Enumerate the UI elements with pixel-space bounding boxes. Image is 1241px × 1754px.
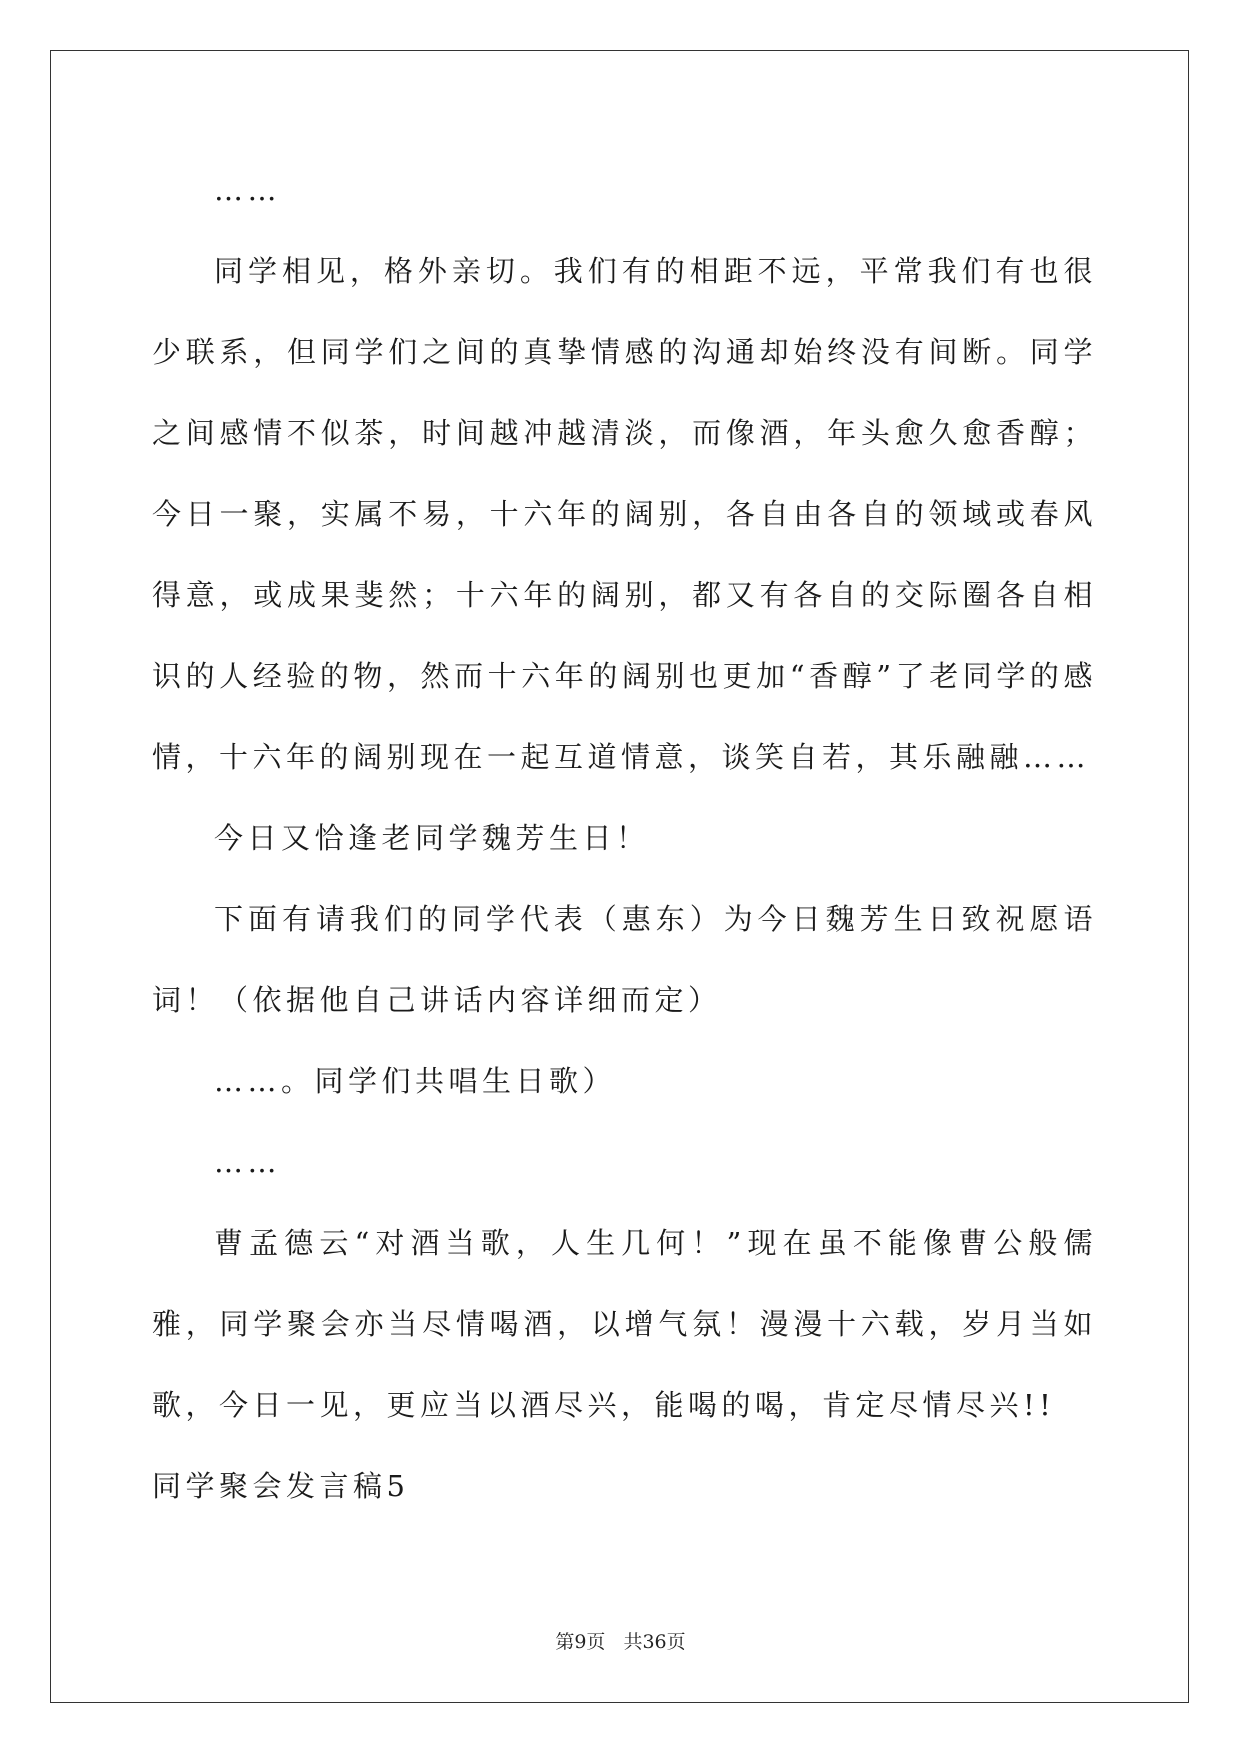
paragraph: 今日又恰逢老同学魏芳生日！ xyxy=(214,821,650,855)
page-footer xyxy=(0,1627,1241,1654)
paragraph: 下面有请我们的同学代表（惠东）为今日魏芳生日致祝愿语词！（依据他自己讲话内容详细而定） xyxy=(152,902,1097,1017)
paragraph: …… xyxy=(214,173,281,207)
page-total: 共36页 xyxy=(623,1631,686,1653)
page-number: 第9页 xyxy=(555,1631,606,1653)
paragraph: 同学相见，格外亲切。我们有的相距不远，平常我们有也很少联系，但同学们之间的真挚情感的沟通却始终没有间断。同学之间感情不似茶，时间越冲越清淡，而像酒，年头愈久愈香醇；今日一聚，实属不易，十六年的阔别，各自由各自的领域或春风得意，或成果斐然；十六年的阔别，都又有各自的交际圈各自相识的人经验的物，然而十六年的阔别也更加“香醇”了老同学的感情，十六年的阔别现在一起互道情意，谈笑自若，其乐融融…… xyxy=(152,254,1097,774)
document-body xyxy=(152,150,1097,1527)
paragraph: ……。同学们共唱生日歌） xyxy=(214,1064,617,1098)
paragraph: 曹孟德云“对酒当歌，人生几何！”现在虽不能像曹公般儒雅，同学聚会亦当尽情喝酒，以增气氛！漫漫十六载，岁月当如歌，今日一见，更应当以酒尽兴，能喝的喝，肯定尽情尽兴!! xyxy=(152,1226,1097,1422)
section-heading: 同学聚会发言稿5 xyxy=(152,1469,410,1503)
paragraph: …… xyxy=(214,1145,281,1179)
